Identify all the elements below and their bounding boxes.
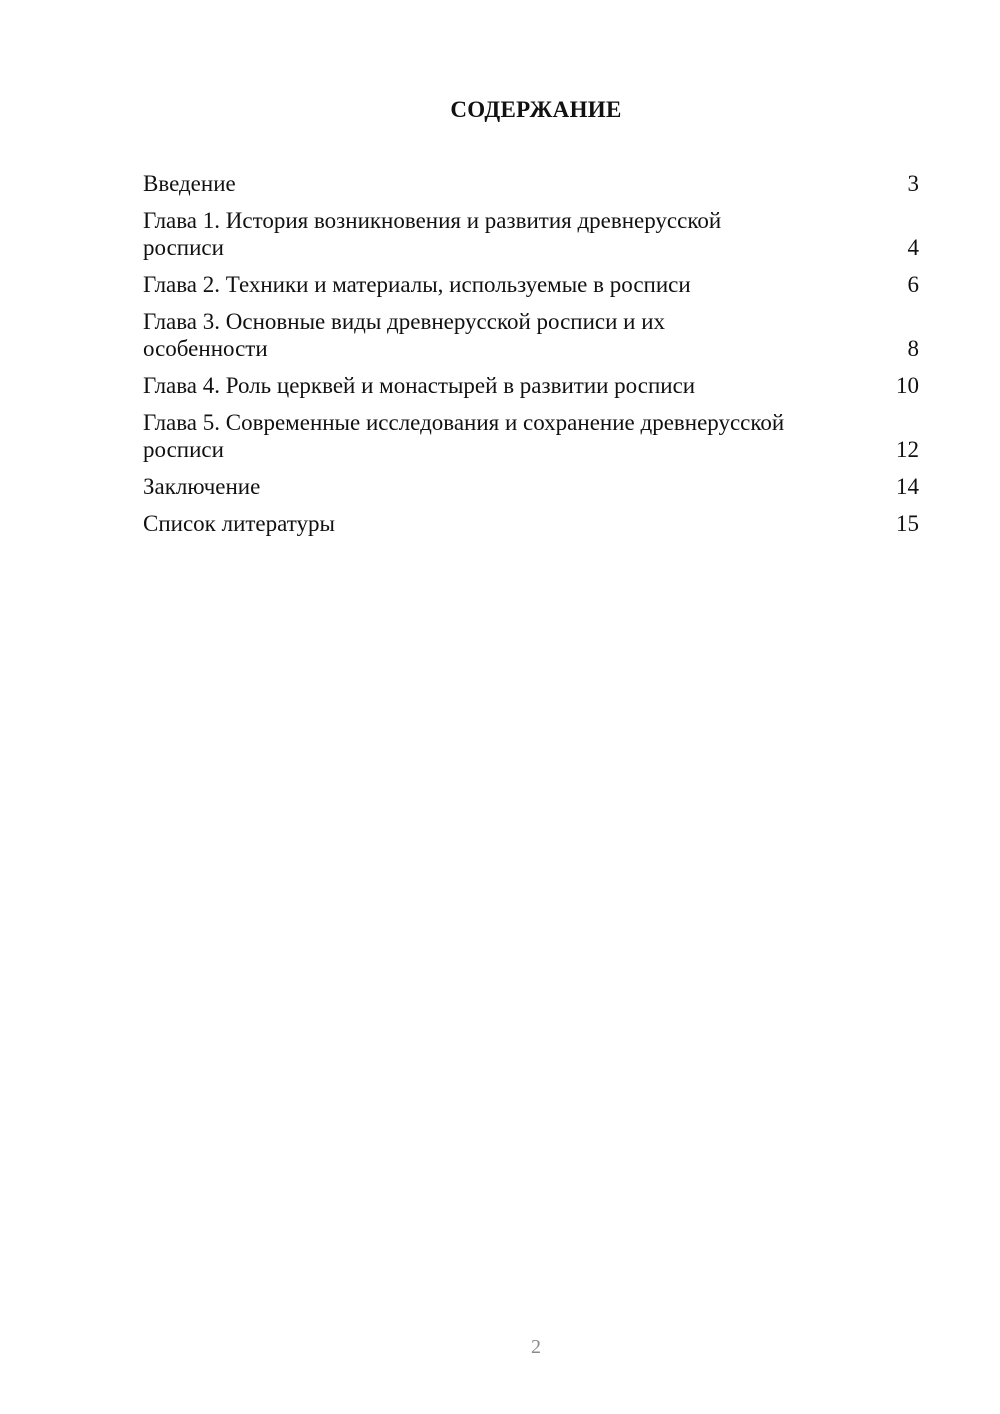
toc-entry-text: Глава 4. Роль церквей и монастырей в развитии росписи: [143, 373, 696, 398]
toc-entry-text: Введение: [143, 171, 236, 196]
toc-entry-page: 6: [907, 272, 919, 297]
toc-entry-page: 3: [907, 171, 919, 196]
toc-entry-chapter-5: [143, 409, 919, 463]
toc-entry-chapter-4: [143, 372, 919, 399]
toc-entry-introduction: [143, 170, 919, 197]
toc-entry-page: 12: [896, 437, 919, 462]
toc-entry-bibliography: [143, 510, 919, 537]
toc-entry-text: Глава 5. Современные исследования и сохранение древнерусской росписи: [143, 410, 785, 462]
toc-entry-text: Глава 1. История возникновения и развития древнерусской росписи: [143, 208, 722, 260]
toc-entry-chapter-1: [143, 207, 919, 261]
toc-entry-page: 4: [907, 235, 919, 260]
toc-entry-chapter-2: [143, 271, 919, 298]
toc-entry-chapter-3: [143, 308, 919, 362]
toc-entry-text: Заключение: [143, 474, 261, 499]
toc-entry-text: Список литературы: [143, 511, 335, 536]
toc-entry-conclusion: [143, 473, 919, 500]
page-number: 2: [531, 1336, 541, 1358]
toc-entry-page: 15: [896, 511, 919, 536]
page-title: СОДЕРЖАНИЕ: [450, 97, 622, 122]
toc-entry-text: Глава 3. Основные виды древнерусской росписи и их особенности: [143, 309, 666, 361]
table-of-contents: [143, 170, 919, 547]
toc-entry-page: 8: [907, 336, 919, 361]
toc-entry-page: 14: [896, 474, 919, 499]
toc-entry-page: 10: [896, 373, 919, 398]
toc-entry-text: Глава 2. Техники и материалы, используемые в росписи: [143, 272, 691, 297]
